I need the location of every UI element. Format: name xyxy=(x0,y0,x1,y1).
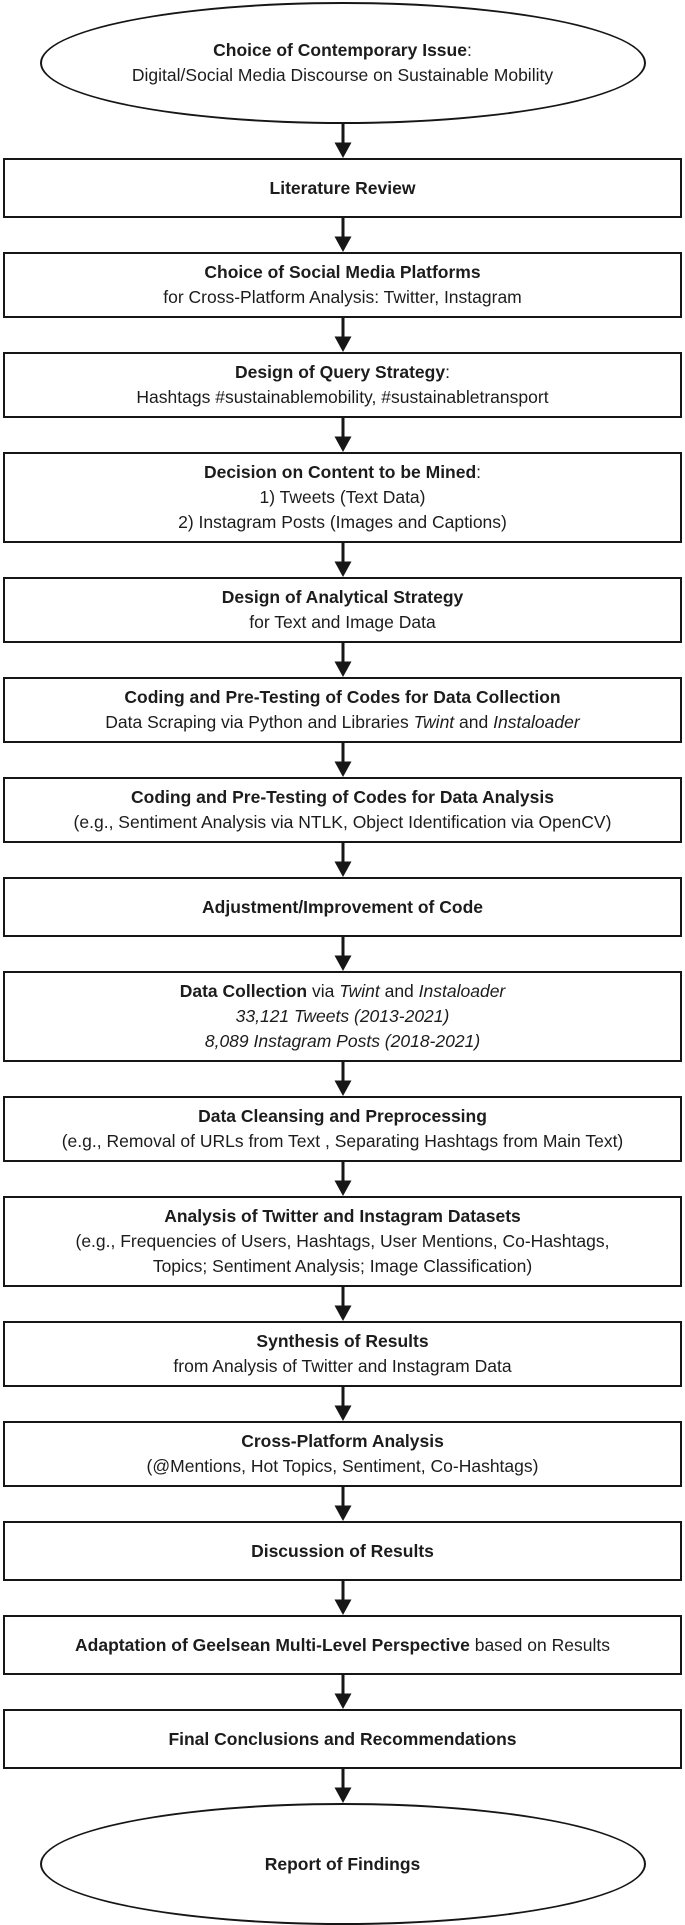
text-segment: Design of Query Strategy xyxy=(235,362,446,382)
text-segment: : xyxy=(476,462,482,482)
text-segment: for Cross-Platform Analysis: Twitter, Instagram xyxy=(163,287,522,307)
text-segment: 2) Instagram Posts (Images and Captions) xyxy=(178,512,507,532)
node-text-line xyxy=(202,895,483,920)
node-text-line xyxy=(270,176,416,201)
down-arrow-icon xyxy=(330,418,356,452)
down-arrow-icon xyxy=(330,318,356,352)
flow-node-synthesis-of-results xyxy=(3,1321,682,1387)
text-segment: Discussion of Results xyxy=(251,1540,434,1561)
text-segment: Twint xyxy=(413,712,455,732)
node-text-line xyxy=(168,1727,516,1752)
node-text-line xyxy=(163,285,522,310)
text-segment: and xyxy=(454,712,494,732)
flowchart xyxy=(0,2,685,1925)
node-text-line xyxy=(260,485,426,510)
node-text-line xyxy=(249,610,435,635)
down-arrow-icon xyxy=(330,1675,356,1709)
flow-node-analytical-strategy xyxy=(3,577,682,643)
flow-node-content-to-be-mined xyxy=(3,452,682,543)
text-segment: and xyxy=(379,981,419,1001)
down-arrow-icon xyxy=(330,843,356,877)
text-segment: Decision on Content to be Mined xyxy=(203,462,477,482)
node-text-line xyxy=(222,585,464,610)
text-segment: Design of Analytical Strategy xyxy=(221,587,464,607)
node-text-line xyxy=(204,260,480,285)
node-text-line xyxy=(147,1454,539,1479)
text-segment: Literature Review xyxy=(269,177,416,198)
node-text-line xyxy=(198,1104,487,1129)
text-segment: Data Cleansing and Preprocessing xyxy=(198,1106,487,1126)
flow-node-cross-platform-analysis xyxy=(3,1421,682,1487)
down-arrow-icon xyxy=(330,218,356,252)
text-segment: Twint xyxy=(339,981,380,1001)
node-text-line xyxy=(62,1129,624,1154)
text-segment: for Text and Image Data xyxy=(249,612,436,632)
flow-node-contemporary-issue xyxy=(40,2,646,124)
node-text-line xyxy=(75,1633,610,1658)
down-arrow-icon xyxy=(330,1287,356,1321)
node-text-line xyxy=(76,1229,610,1254)
node-text-line xyxy=(241,1429,444,1454)
down-arrow-icon xyxy=(330,543,356,577)
text-segment: Adjustment/Improvement of Code xyxy=(202,896,483,917)
text-segment: Adaptation of Geelsean Multi-Level Perspective xyxy=(75,1634,470,1655)
down-arrow-icon xyxy=(330,1769,356,1803)
node-text-line xyxy=(205,1029,480,1054)
node-text-line xyxy=(74,810,612,835)
text-segment: 33,121 Tweets (2013-2021) xyxy=(235,1006,450,1026)
flow-node-literature-review xyxy=(3,158,682,218)
text-segment: (e.g., Sentiment Analysis via NTLK, Object Identification via OpenCV) xyxy=(73,812,612,832)
down-arrow-icon xyxy=(330,1062,356,1096)
node-text-line xyxy=(178,510,507,535)
node-text-line xyxy=(256,1329,428,1354)
text-segment: 1) Tweets (Text Data) xyxy=(259,487,426,507)
node-text-line xyxy=(235,360,450,385)
text-segment: based on Results xyxy=(469,1634,610,1655)
text-segment: Synthesis of Results xyxy=(256,1331,429,1351)
text-segment: : xyxy=(466,40,472,60)
down-arrow-icon xyxy=(330,743,356,777)
text-segment: Choice of Social Media Platforms xyxy=(204,262,481,282)
down-arrow-icon xyxy=(330,1487,356,1521)
text-segment: Topics; Sentiment Analysis; Image Classification) xyxy=(152,1256,533,1276)
down-arrow-icon xyxy=(330,124,356,158)
node-text-line xyxy=(132,63,553,88)
text-segment: Data Collection xyxy=(179,981,308,1001)
flow-node-discussion-of-results xyxy=(3,1521,682,1581)
text-segment: Digital/Social Media Discourse on Sustainable Mobility xyxy=(131,65,554,85)
text-segment: via xyxy=(307,981,340,1001)
node-text-line xyxy=(251,1539,434,1564)
text-segment: (e.g., Removal of URLs from Text , Separating Hashtags from Main Text) xyxy=(61,1131,624,1151)
flow-node-choice-of-platforms xyxy=(3,252,682,318)
node-text-line xyxy=(236,1004,450,1029)
flow-node-analysis-of-datasets xyxy=(3,1196,682,1287)
node-text-line xyxy=(124,685,560,710)
node-text-line xyxy=(204,460,481,485)
text-segment: Coding and Pre-Testing of Codes for Data Collection xyxy=(124,687,561,707)
text-segment: Hashtags #sustainablemobility, #sustainabletransport xyxy=(136,387,549,407)
text-segment: Data Scraping via Python and Libraries xyxy=(105,712,414,732)
text-segment: from Analysis of Twitter and Instagram Data xyxy=(173,1356,512,1376)
node-text-line xyxy=(180,979,506,1004)
text-segment: Instaloader xyxy=(418,981,506,1001)
flow-node-adaptation-mlp xyxy=(3,1615,682,1675)
text-segment: Choice of Contemporary Issue xyxy=(213,40,467,60)
node-text-line xyxy=(153,1254,532,1279)
node-text-line xyxy=(265,1852,421,1877)
flow-node-adjustment-of-code xyxy=(3,877,682,937)
node-text-line xyxy=(173,1354,511,1379)
text-segment: (e.g., Frequencies of Users, Hashtags, User Mentions, Co-Hashtags, xyxy=(75,1231,610,1251)
text-segment: Analysis of Twitter and Instagram Datasets xyxy=(164,1206,521,1226)
node-text-line xyxy=(213,38,472,63)
down-arrow-icon xyxy=(330,937,356,971)
node-text-line xyxy=(131,785,554,810)
flow-node-coding-data-analysis xyxy=(3,777,682,843)
flow-node-final-conclusions xyxy=(3,1709,682,1769)
node-text-line xyxy=(136,385,548,410)
text-segment: Coding and Pre-Testing of Codes for Data Analysis xyxy=(131,787,554,807)
down-arrow-icon xyxy=(330,643,356,677)
text-segment: : xyxy=(445,362,450,382)
text-segment: Final Conclusions and Recommendations xyxy=(168,1728,517,1749)
flow-node-query-strategy xyxy=(3,352,682,418)
node-text-line xyxy=(164,1204,521,1229)
flow-node-data-cleansing xyxy=(3,1096,682,1162)
text-segment: 8,089 Instagram Posts (2018-2021) xyxy=(204,1031,481,1051)
flow-node-data-collection xyxy=(3,971,682,1062)
text-segment: Cross-Platform Analysis xyxy=(241,1431,444,1451)
flow-node-coding-data-collection xyxy=(3,677,682,743)
down-arrow-icon xyxy=(330,1581,356,1615)
text-segment: Instaloader xyxy=(493,712,580,732)
down-arrow-icon xyxy=(330,1162,356,1196)
node-text-line xyxy=(105,710,579,735)
text-segment: Report of Findings xyxy=(264,1853,421,1874)
flow-node-report-of-findings xyxy=(40,1803,646,1925)
down-arrow-icon xyxy=(330,1387,356,1421)
text-segment: (@Mentions, Hot Topics, Sentiment, Co-Hashtags) xyxy=(146,1456,539,1476)
